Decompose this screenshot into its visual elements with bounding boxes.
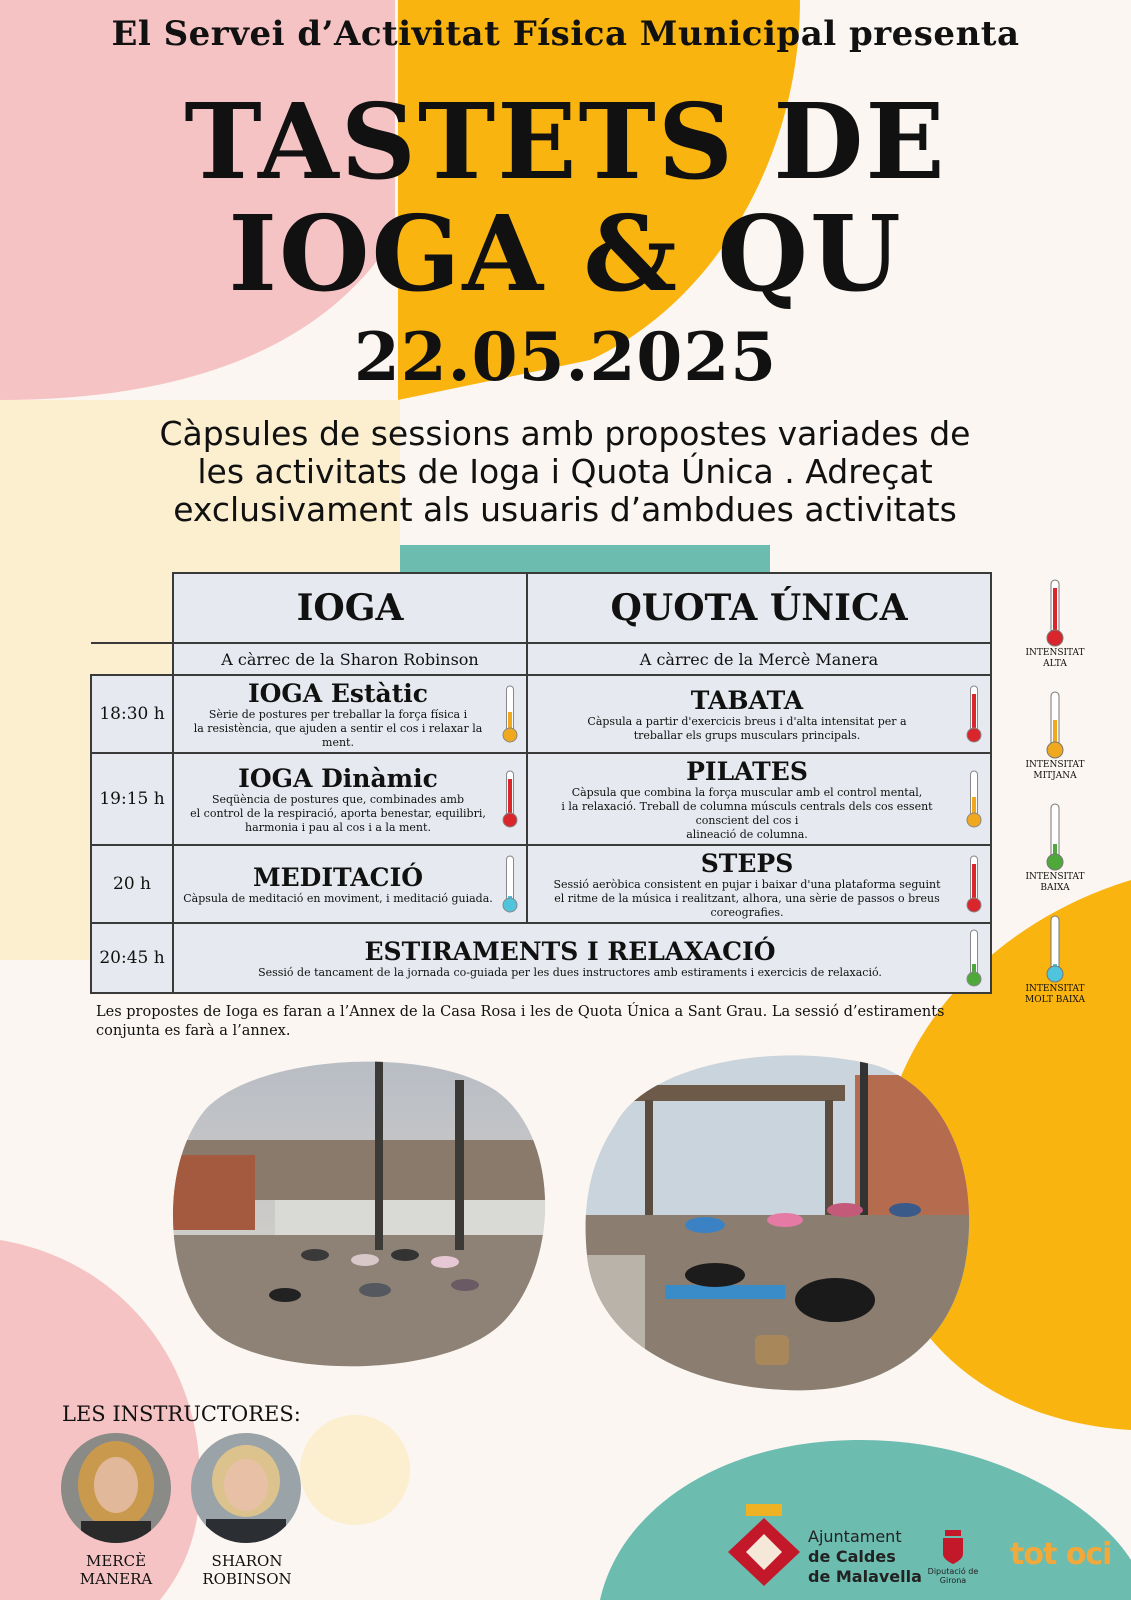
table-row — [91, 923, 991, 993]
thermometer-icon — [964, 928, 984, 988]
legend-label: INTENSITAT — [1025, 648, 1085, 658]
town-line: de Malavella — [808, 1567, 922, 1586]
schedule-table — [90, 572, 992, 994]
note-line: conjunta es farà a l’annex. — [96, 1023, 291, 1039]
town-name — [808, 1527, 922, 1587]
location-note — [96, 1003, 976, 1041]
session-desc: el control de la respiració, aporta benestar, equilibri, — [190, 806, 486, 820]
instructor-name-line: SHARON — [211, 1552, 283, 1570]
session-desc: harmonia i pau al cos i a la ment. — [245, 820, 431, 834]
instructor-name-merce — [56, 1552, 176, 1588]
thermometer-icon — [964, 684, 984, 744]
session-desc: Càpsula a partir d'exercicis breus i d'alta intensitat per a — [587, 714, 907, 728]
session-desc: Seqüència de postures que, combinades amb — [211, 792, 465, 806]
session-name: IOGA Estàtic — [247, 678, 429, 708]
thermometer-icon — [964, 854, 984, 914]
table-row — [91, 675, 991, 753]
thermometer-icon — [500, 769, 520, 829]
session-name: IOGA Dinàmic — [238, 763, 438, 793]
session-name: ESTIRAMENTS I RELAXACIÓ — [364, 936, 776, 966]
legend-label: BAIXA — [1040, 883, 1070, 893]
session-ioga — [173, 675, 527, 753]
session-time: 18:30 h — [91, 675, 173, 753]
session-ioga — [173, 845, 527, 923]
presenter-line: El Servei d’Activitat Física Municipal presenta — [111, 14, 1020, 54]
session-time: 20:45 h — [91, 923, 173, 993]
session-desc: Sèrie de postures per treballar la força física i — [208, 707, 468, 721]
session-desc: Càpsula que combina la força muscular amb el control mental, — [571, 785, 923, 799]
legend-item-mitjana — [1005, 690, 1105, 782]
session-desc: Sessió aeròbica consistent en pujar i baixar d'una plataforma seguint — [553, 877, 941, 891]
thermometer-icon — [964, 769, 984, 829]
avatar-merce — [61, 1433, 171, 1543]
legend-label: ALTA — [1043, 659, 1067, 669]
session-desc: el ritme de la música i realitzant, alhora, una sèrie de passos o breus coreografies. — [554, 891, 940, 919]
column-subheader-ioga: A càrrec de la Sharon Robinson — [173, 643, 527, 675]
column-subheader-quota: A càrrec de la Mercè Manera — [527, 643, 991, 675]
session-desc: la resistència, que ajuden a sentir el cos i relaxar la ment. — [193, 721, 483, 749]
thermometer-icon — [1043, 802, 1067, 872]
session-desc: i la relaxació. Treball de columna músculs centrals dels cos essent conscient del cos i — [561, 799, 933, 827]
legend-item-baixa — [1005, 802, 1105, 894]
photo-pilates-deck — [585, 1045, 975, 1405]
cream-circle-bottom — [300, 1415, 410, 1525]
intro-line: les activitats de Ioga i Quota Única . Adreçat — [197, 452, 933, 491]
thermometer-icon — [1043, 578, 1067, 648]
session-ioga — [173, 753, 527, 845]
legend-label: INTENSITAT — [1025, 760, 1085, 770]
page-title-line1: TASTETS DE — [184, 80, 947, 203]
session-name: PILATES — [686, 756, 808, 786]
session-desc: treballar els grups musculars principals. — [633, 728, 861, 742]
intro-text — [110, 415, 1020, 529]
thermometer-icon — [500, 684, 520, 744]
session-quota — [527, 675, 991, 753]
page-title-line2: IOGA & QU — [228, 192, 903, 315]
province-name: Diputació de Girona — [927, 1567, 979, 1585]
session-time: 20 h — [91, 845, 173, 923]
instructor-name-sharon — [185, 1552, 309, 1588]
thermometer-icon — [1043, 914, 1067, 984]
session-quota — [527, 753, 991, 845]
instructor-name-line: ROBINSON — [202, 1570, 292, 1588]
session-desc: Sessió de tancament de la jornada co-guiada per les dues instructores amb estiraments i exercicis de relaxació. — [258, 965, 882, 979]
session-joint — [173, 923, 991, 993]
province-crest-logo — [918, 1528, 988, 1566]
legend-item-molt-baixa — [1005, 914, 1105, 1006]
photo-yoga-terrace — [165, 1050, 550, 1375]
table-row — [91, 753, 991, 845]
thermometer-icon — [1043, 690, 1067, 760]
totoci-logo: tot oci — [1010, 1537, 1112, 1572]
legend-label: MITJANA — [1033, 771, 1077, 781]
session-name: MEDITACIÓ — [252, 862, 424, 892]
session-quota — [527, 845, 991, 923]
event-date: 22.05.2025 — [353, 318, 778, 396]
session-desc: Càpsula de meditació en moviment, i meditació guiada. — [183, 891, 493, 905]
avatar-sharon — [191, 1433, 301, 1543]
town-crest-logo — [726, 1500, 802, 1588]
intro-line: Càpsules de sessions amb propostes variades de — [159, 414, 971, 453]
session-desc: alineació de columna. — [686, 827, 808, 841]
column-header-quota: QUOTA ÚNICA — [527, 573, 991, 643]
table-row — [91, 845, 991, 923]
intro-line: exclusivament als usuaris d’ambdues activitats — [173, 490, 957, 529]
instructor-name-line: MERCÈ — [85, 1552, 147, 1570]
column-header-ioga: IOGA — [173, 573, 527, 643]
legend-label: INTENSITAT — [1025, 984, 1085, 994]
instructors-label: LES INSTRUCTORES: — [62, 1402, 301, 1426]
legend-label: INTENSITAT — [1025, 872, 1085, 882]
instructor-name-line: MANERA — [79, 1570, 153, 1588]
town-line: de Caldes — [808, 1547, 896, 1566]
town-line: Ajuntament — [808, 1527, 902, 1546]
legend-label: MOLT BAIXA — [1025, 995, 1085, 1005]
note-line: Les propostes de Ioga es faran a l’Annex de la Casa Rosa i les de Quota Única a Sant Grau. La sessió d’estiraments — [96, 1004, 945, 1020]
session-time: 19:15 h — [91, 753, 173, 845]
session-name: TABATA — [690, 685, 804, 715]
thermometer-icon — [500, 854, 520, 914]
legend-item-alta — [1005, 578, 1105, 670]
session-name: STEPS — [700, 848, 794, 878]
